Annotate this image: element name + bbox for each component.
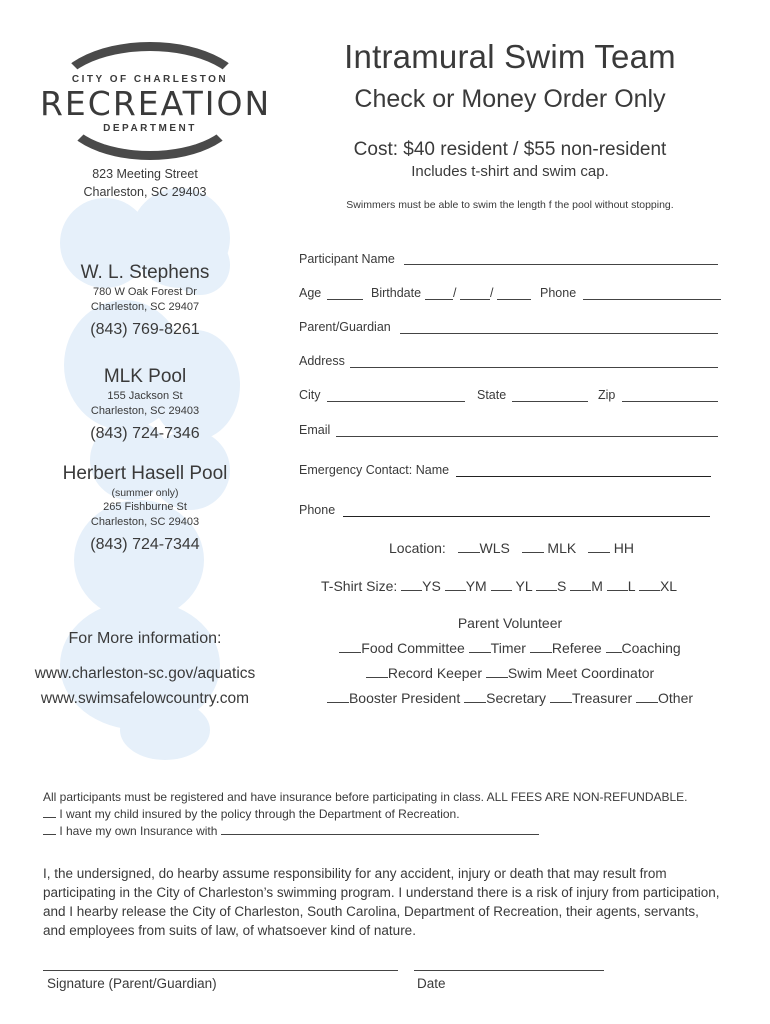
volunteer-option: Treasurer bbox=[571, 690, 633, 706]
city-field[interactable] bbox=[327, 401, 465, 402]
volunteer-option: Coaching bbox=[621, 640, 681, 656]
volunteer-option: Food Committee bbox=[361, 640, 465, 656]
tshirt-option: YS bbox=[422, 578, 441, 594]
address-city: Charleston, SC 29403 bbox=[83, 185, 207, 199]
location-city: Charleston, SC 29403 bbox=[90, 516, 200, 528]
location-city: Charleston, SC 29403 bbox=[90, 405, 200, 417]
cost-text: Cost: $40 resident / $55 non-resident bbox=[353, 139, 667, 160]
volunteer-checkbox[interactable] bbox=[606, 640, 622, 653]
location-phone: (843) 724-7346 bbox=[90, 425, 200, 442]
volunteer-checkbox[interactable] bbox=[469, 640, 491, 653]
tshirt-option: XL bbox=[659, 578, 678, 594]
location-name: Herbert Hasell Pool bbox=[62, 463, 228, 484]
location-choice-label: Location: bbox=[389, 540, 446, 556]
age-label: Age bbox=[299, 286, 322, 300]
insurance-option-2-checkbox[interactable] bbox=[43, 823, 56, 835]
location-name: W. L. Stephens bbox=[80, 262, 210, 283]
tshirt-checkbox[interactable] bbox=[536, 578, 557, 591]
address-street: 823 Meeting Street bbox=[92, 167, 198, 181]
location-herbert-hasell-pool bbox=[45, 462, 245, 557]
insurance-option-1-checkbox[interactable] bbox=[43, 806, 56, 818]
tshirt-option: M bbox=[591, 578, 603, 594]
tshirt-size bbox=[321, 578, 677, 594]
birthdate-separator: / bbox=[453, 286, 457, 300]
more-info bbox=[20, 628, 270, 710]
insurance-section bbox=[43, 789, 743, 840]
volunteer-option: Referee bbox=[551, 640, 602, 656]
address-field[interactable] bbox=[350, 367, 718, 368]
tshirt-option: YM bbox=[465, 578, 487, 594]
location-mlk-pool bbox=[45, 365, 245, 446]
participant-name-field[interactable] bbox=[404, 264, 718, 265]
volunteer-row-3 bbox=[300, 690, 720, 706]
tshirt-size-label: T-Shirt Size: bbox=[321, 578, 398, 594]
tshirt-option: L bbox=[627, 578, 636, 594]
logo-main-text: RECREATION bbox=[40, 84, 272, 123]
insurance-provider-field[interactable] bbox=[221, 823, 539, 835]
page-title: Intramural Swim Team bbox=[344, 38, 676, 75]
location-option: MLK bbox=[547, 540, 577, 556]
tshirt-checkbox[interactable] bbox=[639, 578, 660, 591]
swim-requirement: Swimmers must be able to swim the length f the pool without stopping. bbox=[346, 199, 674, 211]
location-street: 265 Fishburne St bbox=[103, 501, 187, 513]
volunteer-checkbox[interactable] bbox=[464, 690, 486, 703]
insurance-option-2: I have my own Insurance with bbox=[59, 824, 218, 838]
emergency-contact-field[interactable] bbox=[456, 476, 711, 477]
birthdate-day-field[interactable] bbox=[460, 299, 490, 300]
zip-label: Zip bbox=[598, 388, 616, 402]
location-option: HH bbox=[613, 540, 634, 556]
volunteer-option: Record Keeper bbox=[387, 665, 482, 681]
department-address bbox=[45, 165, 245, 201]
volunteer-row-1 bbox=[300, 640, 720, 656]
birthdate-year-field[interactable] bbox=[497, 299, 531, 300]
location-name: MLK Pool bbox=[103, 366, 187, 387]
location-note: (summer only) bbox=[111, 487, 179, 499]
state-field[interactable] bbox=[512, 401, 588, 402]
location-checkbox[interactable] bbox=[522, 540, 544, 553]
city-label: City bbox=[299, 388, 321, 402]
phone-field[interactable] bbox=[583, 299, 721, 300]
tshirt-checkbox[interactable] bbox=[445, 578, 466, 591]
insurance-option-1: I want my child insured by the policy through the Department of Recreation. bbox=[59, 807, 460, 821]
more-info-heading: For More information: bbox=[68, 630, 222, 647]
insurance-notice: All participants must be registered and have insurance before participating in class. ALL FEES ARE NON-REFUNDABLE. bbox=[43, 790, 688, 804]
emergency-phone-field[interactable] bbox=[343, 516, 710, 517]
emergency-contact-label: Emergency Contact: Name bbox=[299, 463, 450, 477]
volunteer-option: Swim Meet Coordinator bbox=[507, 665, 655, 681]
location-checkbox[interactable] bbox=[458, 540, 480, 553]
liability-waiver: I, the undersigned, do hearby assume responsibility for any accident, injury or death that may result from participating in the City of Charleston’s swimming program. I understand there is a risk of injury from participation, and I hearby release the City of Charleston, South Carolina, Department of Recreation, their agents, servants, and employees from suits of law, of whatsoever kind of nature. bbox=[43, 866, 720, 938]
location-street: 155 Jackson St bbox=[107, 390, 183, 402]
volunteer-option: Booster President bbox=[348, 690, 461, 706]
logo-top-text: CITY OF CHARLESTON bbox=[60, 74, 240, 85]
volunteer-checkbox[interactable] bbox=[366, 665, 388, 678]
location-checkbox[interactable] bbox=[588, 540, 610, 553]
volunteer-checkbox[interactable] bbox=[327, 690, 349, 703]
location-phone: (843) 724-7344 bbox=[90, 536, 200, 553]
tshirt-option: S bbox=[557, 578, 567, 594]
page-subtitle: Check or Money Order Only bbox=[354, 85, 666, 113]
tshirt-checkbox[interactable] bbox=[401, 578, 422, 591]
includes-text: Includes t-shirt and swim cap. bbox=[411, 163, 609, 180]
volunteer-checkbox[interactable] bbox=[550, 690, 572, 703]
tshirt-checkbox[interactable] bbox=[570, 578, 591, 591]
volunteer-option: Secretary bbox=[486, 690, 547, 706]
zip-field[interactable] bbox=[622, 401, 718, 402]
volunteer-row-2 bbox=[300, 665, 720, 681]
location-option: WLS bbox=[479, 540, 510, 556]
state-label: State bbox=[477, 388, 507, 402]
location-wl-stephens bbox=[45, 261, 245, 342]
link-swimsafelowcountry[interactable]: www.swimsafelowcountry.com bbox=[40, 690, 250, 707]
tshirt-checkbox[interactable] bbox=[491, 578, 512, 591]
volunteer-option: Other bbox=[658, 690, 694, 706]
email-label: Email bbox=[299, 423, 331, 437]
tshirt-checkbox[interactable] bbox=[607, 578, 628, 591]
location-city: Charleston, SC 29407 bbox=[90, 301, 200, 313]
volunteer-option: Timer bbox=[490, 640, 526, 656]
location-choice bbox=[389, 540, 634, 556]
participant-name-label: Participant Name bbox=[299, 252, 395, 266]
birthdate-separator: / bbox=[490, 286, 494, 300]
date-label: Date bbox=[417, 976, 446, 991]
tshirt-option: YL bbox=[515, 578, 533, 594]
birthdate-month-field[interactable] bbox=[425, 299, 453, 300]
emergency-phone-label: Phone bbox=[299, 503, 336, 517]
parent-guardian-field[interactable] bbox=[400, 333, 718, 334]
volunteer-heading: Parent Volunteer bbox=[457, 615, 563, 631]
volunteer-checkbox[interactable] bbox=[486, 665, 508, 678]
email-field[interactable] bbox=[336, 436, 718, 437]
volunteer-checkbox[interactable] bbox=[339, 640, 361, 653]
signature-label: Signature (Parent/Guardian) bbox=[47, 976, 217, 991]
volunteer-checkbox[interactable] bbox=[530, 640, 552, 653]
address-label: Address bbox=[299, 354, 345, 368]
birthdate-label: Birthdate bbox=[371, 286, 422, 300]
link-charleston-aquatics[interactable]: www.charleston-sc.gov/aquatics bbox=[34, 665, 256, 682]
parent-guardian-label: Parent/Guardian bbox=[299, 320, 391, 334]
signature-field[interactable] bbox=[43, 970, 398, 971]
location-phone: (843) 769-8261 bbox=[90, 321, 200, 338]
date-field[interactable] bbox=[414, 970, 604, 971]
location-street: 780 W Oak Forest Dr bbox=[93, 286, 197, 298]
age-field[interactable] bbox=[327, 299, 363, 300]
volunteer-checkbox[interactable] bbox=[636, 690, 658, 703]
phone-label: Phone bbox=[540, 286, 577, 300]
logo-bottom-text: DEPARTMENT bbox=[85, 123, 215, 134]
